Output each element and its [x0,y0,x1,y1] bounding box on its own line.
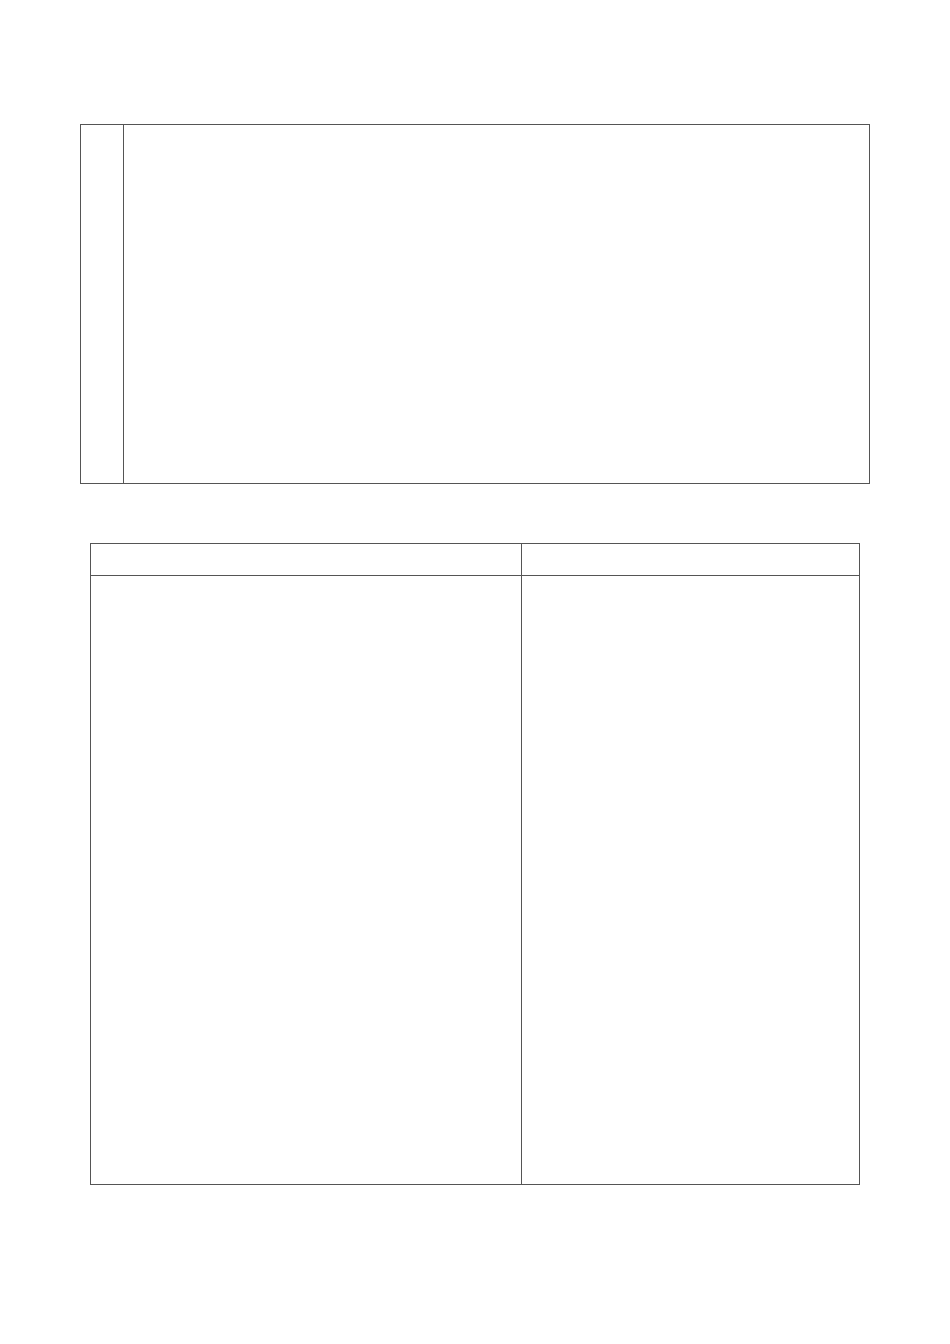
header-phrase-translation [91,544,521,575]
vocab-table [80,124,870,484]
header-phrase-context [522,544,859,575]
vocab-table-left-column [81,125,124,483]
phrase-table [90,543,860,1185]
